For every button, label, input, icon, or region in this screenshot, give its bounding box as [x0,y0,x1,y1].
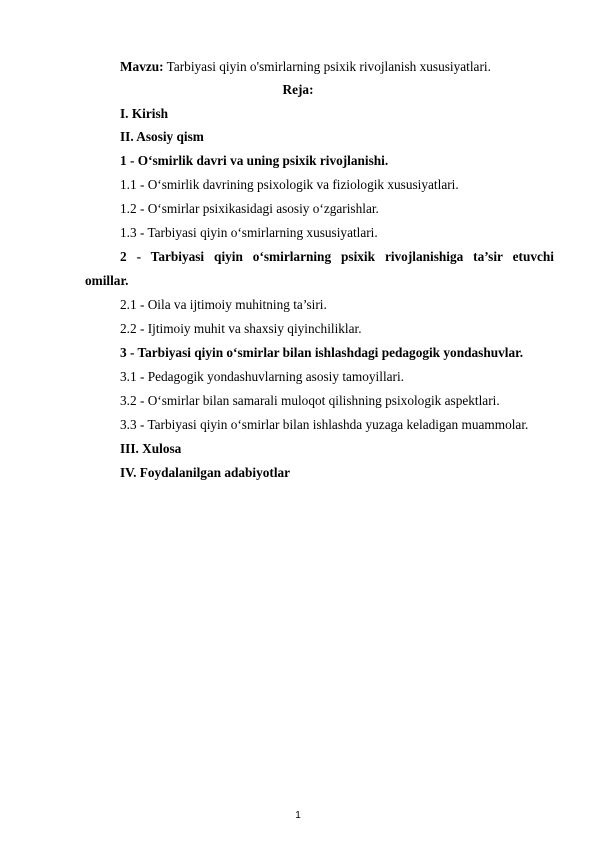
toc-item-1-3: 1.3 - Tarbiyasi qiyin o‘smirlarning xususiyatlari. [120,225,378,240]
toc-item-chapter-2-continued: omillar. [85,273,129,288]
toc-item-2-1: 2.1 - Oila va ijtimoiy muhitning ta’siri. [120,297,327,312]
toc-item-chapter-2: 2 - Tarbiyasi qiyin o‘smirlarning psixik rivojlanishiga ta’sir etuvchi [120,249,554,264]
toc-item-references: IV. Foydalanilgan adabiyotlar [120,465,291,480]
toc-item-3-3: 3.3 - Tarbiyasi qiyin o‘smirlar bilan ishlashda yuzaga keladigan muammolar. [120,417,529,432]
toc-item-chapter-1: 1 - O‘smirlik davri va uning psixik rivojlanishi. [120,153,389,168]
topic-text: Tarbiyasi qiyin o'smirlarning psixik rivojlanish xususiyatlari. [163,59,491,74]
toc-item-3-1: 3.1 - Pedagogik yondashuvlarning asosiy tamoyillari. [120,369,404,384]
toc-item-introduction: I. Kirish [120,106,169,121]
topic-label: Mavzu: [120,59,164,74]
plan-heading: Reja: [282,82,314,97]
toc-item-chapter-3: 3 - Tarbiyasi qiyin o‘smirlar bilan ishlashdagi pedagogik yondashuvlar. [120,345,524,360]
toc-item-1-2: 1.2 - O‘smirlar psixikasidagi asosiy o‘zgarishlar. [120,201,379,216]
topic-line [120,59,491,75]
toc-item-1-1: 1.1 - O‘smirlik davrining psixologik va fiziologik xususiyatlari. [120,177,459,192]
toc-item-main-part: II. Asosiy qism [120,129,204,144]
toc-item-3-2: 3.2 - O‘smirlar bilan samarali muloqot qilishning psixologik aspektlari. [120,393,500,408]
toc-item-2-2: 2.2 - Ijtimoiy muhit va shaxsiy qiyinchiliklar. [120,321,362,336]
toc-item-conclusion: III. Xulosa [120,441,182,456]
page-number: 1 [295,810,301,821]
